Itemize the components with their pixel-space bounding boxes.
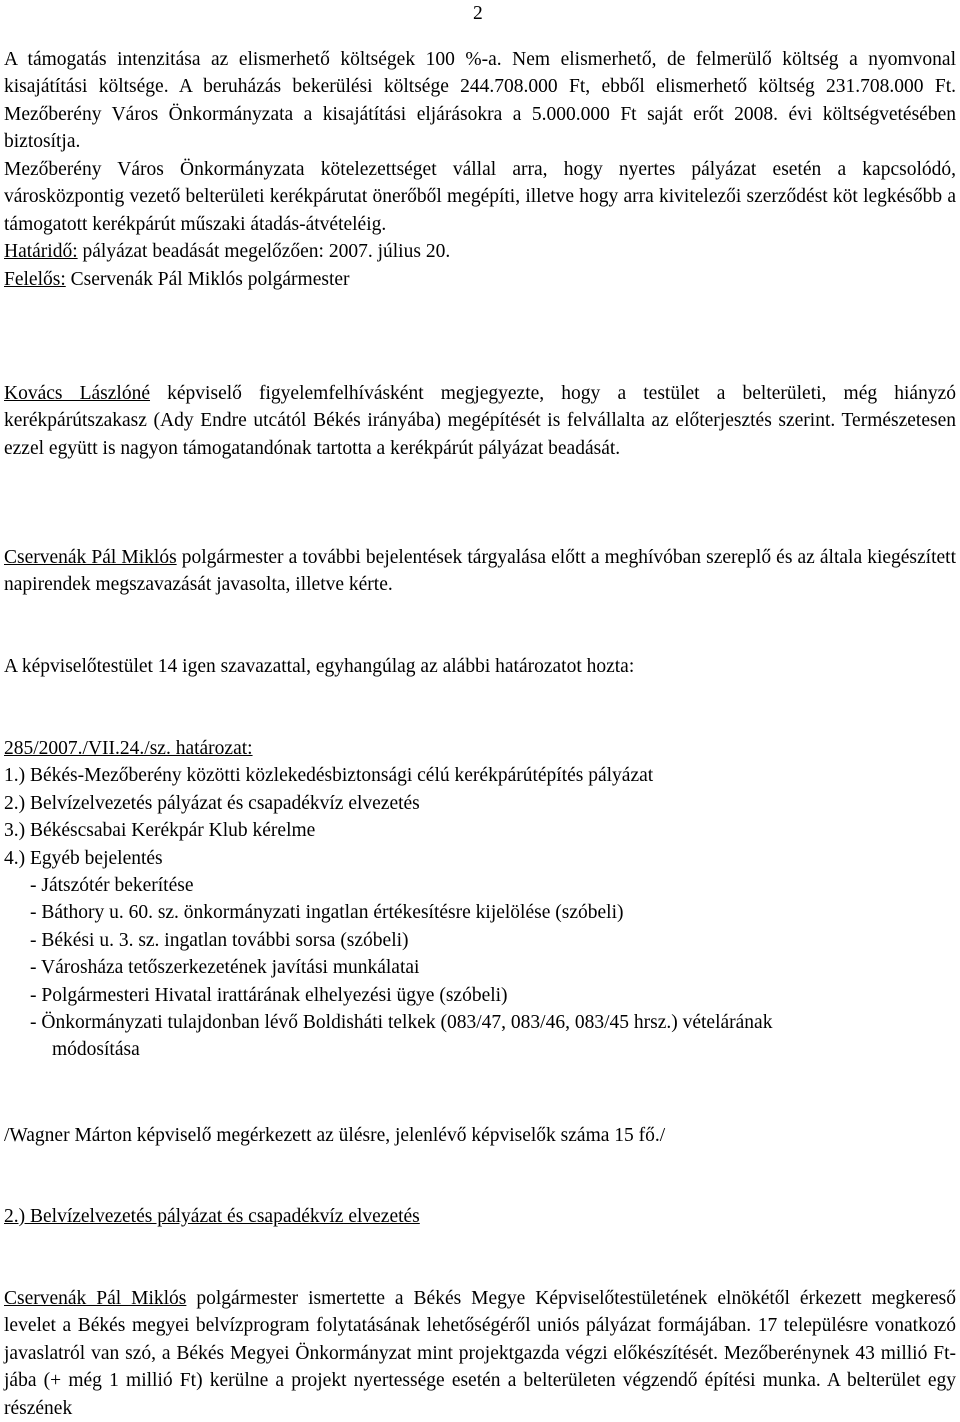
- resolution-title: 285/2007./VII.24./sz. határozat:: [4, 738, 253, 759]
- vote-text: A képviselőtestület 14 igen szavazattal, egyhangúlag az alábbi határozatot hozta:: [4, 656, 635, 677]
- agenda-subitem: - Játszótér bekerítése: [30, 875, 194, 897]
- speaker-name: Kovács Lászlóné: [4, 383, 151, 404]
- para-kovacs-text: képviselő figyelemfelhívásként megjegyezte, hogy a testület a belterületi, még hiányzó kerékpárútszakasz (Ady Endre utcától Békés irányába) megépítését is felvállalta az előterjesztés szerint. Természetesen ezzel együtt is nagyon támogatandónak tartotta a kerékpárút pályázat beadását.: [4, 383, 956, 459]
- responsible-text: Cservenák Pál Miklós polgármester: [65, 268, 350, 290]
- para-mayor-text: polgármester a további bejelentések tárgyalása előtt a meghívóban szereplő és az általa kiegészített napirendek megszavazását javasolta, illetve kérte.: [4, 547, 956, 596]
- speaker-name: Cservenák Pál Miklós: [4, 547, 177, 568]
- agenda-subitem-continuation: módosítása: [52, 1039, 140, 1061]
- para-mayor: [4, 544, 956, 599]
- commitment-block: [4, 156, 956, 293]
- agenda-subitem: - Báthory u. 60. sz. önkormányzati ingatlan értékesítésre kijelölése (szóbeli): [30, 902, 624, 924]
- vote-line: [4, 653, 956, 680]
- page-number: 2: [473, 3, 483, 24]
- responsible-line: [4, 266, 956, 293]
- agenda-item: 1.) Békés-Mezőberény közötti közlekedésbiztonsági célú kerékpárútépítés pályázat: [4, 765, 654, 787]
- responsible-label: Felelős:: [4, 268, 66, 290]
- agenda-item: 3.) Békéscsabai Kerékpár Klub kérelme: [4, 820, 316, 842]
- note-text: /Wagner Márton képviselő megérkezett az ülésre, jelenlévő képviselők száma 15 fő./: [4, 1125, 666, 1146]
- agenda-subitem: - Békési u. 3. sz. ingatlan további sorsa (szóbeli): [30, 929, 409, 951]
- agenda-item: 4.) Egyéb bejelentés: [4, 847, 163, 869]
- kovacs-paragraph: [4, 380, 956, 462]
- speaker-name: Cservenák Pál Miklós: [4, 1288, 187, 1309]
- agenda-subitem: - Polgármesteri Hivatal irattárának elhelyezési ügye (szóbeli): [30, 984, 508, 1006]
- para-kovacs: [4, 380, 956, 462]
- deadline-text: pályázat beadását megelőzően: 2007. július 20.: [77, 241, 451, 263]
- agenda-subitem: - Önkormányzati tulajdonban lévő Boldisháti telkek (083/47, 083/46, 083/45 hrsz.) vételárának: [30, 1012, 773, 1034]
- agenda-subitem: - Városháza tetőszerkezetének javítási munkálatai: [30, 957, 420, 979]
- section-title: 2.) Belvízelvezetés pályázat és csapadékvíz elvezetés: [4, 1206, 420, 1227]
- deadline-label: Határidő:: [4, 241, 78, 263]
- deadline-line: [4, 238, 956, 265]
- section-2-heading: [4, 1203, 956, 1230]
- mayor-paragraph: [4, 544, 956, 599]
- agenda-item: 2.) Belvízelvezetés pályázat és csapadékvíz elvezetés: [4, 792, 420, 814]
- para-commitment: Mezőberény Város Önkormányzata kötelezettséget vállal arra, hogy nyertes pályázat esetén a kapcsolódó, városközpontig vezető belterületi kerékpárutat önerőből megépíti, illetve hogy arra kivitelezői szerződést köt legkésőbb a támogatott kerékpárút műszaki átadás-átvételéig.: [4, 159, 956, 235]
- section-2-paragraph: [4, 1285, 956, 1422]
- para-section2-text: polgármester ismertette a Békés Megye Képviselőtestületének elnökétől érkezett megkereső levelet a Békés megyei belvízprogram folytatásának lehetőségéről uniós pályázat formájában. 17 településre vonatkozó javaslatról van szó, a Békés Megyei Önkormányzat mint projektgazda végzi előkészítését. Mezőberénynek 43 millió Ft-jába (+ még 1 millió Ft) kerülne a projekt nyertessége esetén a belterületen végzendő építési munka. A belterület egy részének: [4, 1288, 957, 1419]
- resolution-block: [4, 735, 956, 1064]
- para-section2: [4, 1285, 956, 1422]
- support-intensity-paragraph: [4, 46, 956, 156]
- para-support: A támogatás intenzitása az elismerhető költségek 100 %-a. Nem elismerhető, de felmerülő költség a nyomvonal kisajátítási költsége. A beruházás bekerülési költsége 244.708.000 Ft, ebből elismerhető költség 231.708.000 Ft. Mezőberény Város Önkormányzata a kisajátítási eljárásokra a 5.000.000 Ft saját erőt 2008. évi költségvetésében biztosítja.: [4, 49, 956, 153]
- attendance-note: [4, 1122, 956, 1149]
